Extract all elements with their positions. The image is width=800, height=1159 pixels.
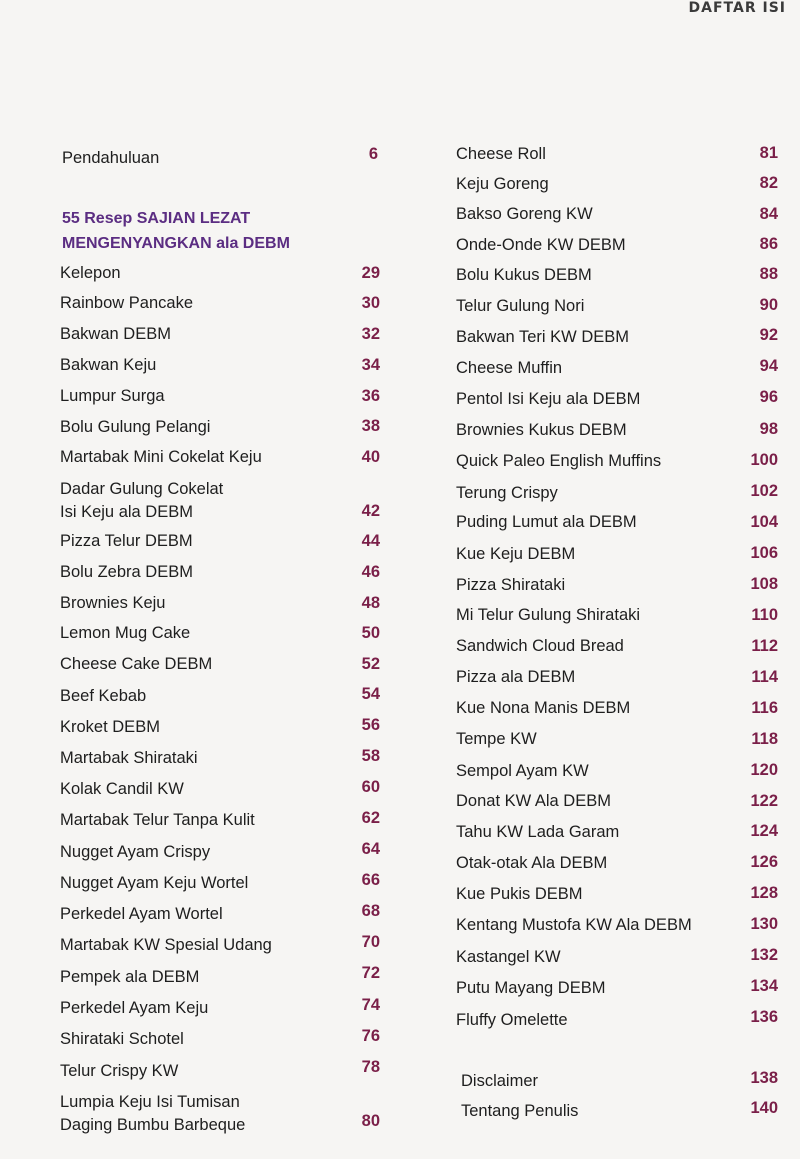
toc-entry-page: 38 xyxy=(361,417,380,435)
toc-entry-page: 78 xyxy=(361,1058,380,1076)
toc-entry-label: Martabak KW Spesial Udang xyxy=(60,936,272,954)
toc-entry-label: Shirataki Schotel xyxy=(60,1030,184,1048)
toc-entry-page: 64 xyxy=(361,840,380,858)
toc-entry-page: 32 xyxy=(361,325,380,343)
toc-entry-page: 102 xyxy=(750,482,778,500)
toc-entry-page: 80 xyxy=(361,1112,380,1130)
toc-entry-page: 132 xyxy=(750,946,778,964)
toc-entry-label: Sempol Ayam KW xyxy=(456,762,589,780)
toc-entry-page: 106 xyxy=(750,544,778,562)
toc-entry-label: Dadar Gulung Cokelat xyxy=(60,480,224,498)
toc-entry-page: 62 xyxy=(361,809,380,827)
toc-entry-page: 44 xyxy=(361,532,380,550)
toc-entry-page: 74 xyxy=(361,996,380,1014)
toc-entry-label: Martabak Mini Cokelat Keju xyxy=(60,448,262,466)
toc-entry-page: 29 xyxy=(361,264,380,282)
toc-entry-page: 84 xyxy=(759,205,778,223)
toc-entry-label: Lemon Mug Cake xyxy=(60,624,191,642)
toc-entry-label: Puding Lumut ala DEBM xyxy=(456,513,637,531)
toc-entry-label: Fluffy Omelette xyxy=(456,1011,568,1029)
toc-entry-label: Martabak Shirataki xyxy=(60,749,198,767)
toc-entry-label: Lumpia Keju Isi Tumisan xyxy=(60,1093,240,1111)
toc-entry-label: Brownies Keju xyxy=(60,594,166,612)
toc-entry-label: Disclaimer xyxy=(461,1072,539,1090)
toc-entry-page: 81 xyxy=(759,144,778,162)
toc-entry-page: 112 xyxy=(751,637,778,655)
toc-entry-label: Kolak Candil KW xyxy=(60,780,184,798)
toc-entry-label: Bakso Goreng KW xyxy=(456,205,593,223)
toc-entry-label: Bolu Kukus DEBM xyxy=(456,266,592,284)
toc-entry-label: Kelepon xyxy=(60,264,121,282)
toc-entry-label: Kue Nona Manis DEBM xyxy=(456,699,631,717)
toc-entry-label: Pizza ala DEBM xyxy=(456,668,576,686)
toc-entry-label: Pentol Isi Keju ala DEBM xyxy=(456,390,641,408)
toc-entry-label: Perkedel Ayam Keju xyxy=(60,999,209,1017)
toc-entry-page: 54 xyxy=(361,685,380,703)
toc-entry-page: 40 xyxy=(361,448,380,466)
toc-entry-page: 72 xyxy=(361,964,380,982)
toc-entry-page: 88 xyxy=(759,265,778,283)
toc-entry-label: Pempek ala DEBM xyxy=(60,968,200,986)
toc-entry-page: 42 xyxy=(361,502,380,520)
toc-entry-label: Bakwan Teri KW DEBM xyxy=(456,328,629,346)
toc-entry-page: 104 xyxy=(750,513,778,531)
toc-entry-label: Nugget Ayam Crispy xyxy=(60,843,211,861)
toc-entry-label: Cheese Muffin xyxy=(456,359,563,377)
toc-entry-page: 128 xyxy=(750,884,778,902)
toc-entry-page: 94 xyxy=(759,357,778,375)
toc-entry-page: 86 xyxy=(759,235,778,253)
toc-entry-page: 120 xyxy=(750,761,778,779)
toc-entry-label: Pizza Shirataki xyxy=(456,576,566,594)
toc-entry-label: Nugget Ayam Keju Wortel xyxy=(60,874,249,892)
toc-entry-page: 124 xyxy=(750,822,778,840)
toc-entry-page: 34 xyxy=(361,356,380,374)
toc-entry-label: Sandwich Cloud Bread xyxy=(456,637,624,655)
toc-entry-label: Kroket DEBM xyxy=(60,718,160,736)
toc-entry-page: 130 xyxy=(750,915,778,933)
toc-entry-page: 108 xyxy=(750,575,778,593)
toc-entry-label: Otak-otak Ala DEBM xyxy=(456,854,608,872)
toc-entry-label: Keju Goreng xyxy=(456,175,549,193)
toc-entry-page: 66 xyxy=(361,871,380,889)
toc-entry-page: 140 xyxy=(750,1099,778,1117)
toc-entry-page: 68 xyxy=(361,902,380,920)
toc-entry-label: Kue Pukis DEBM xyxy=(456,885,583,903)
section-heading-line1: 55 Resep SAJIAN LEZAT xyxy=(62,210,251,227)
toc-entry-label: Martabak Telur Tanpa Kulit xyxy=(60,811,255,829)
toc-entry-page: 138 xyxy=(750,1069,778,1087)
toc-entry-label: Kue Keju DEBM xyxy=(456,545,576,563)
toc-entry-page: 56 xyxy=(361,716,380,734)
toc-entry-label: Telur Gulung Nori xyxy=(456,297,585,315)
toc-entry-label: Tahu KW Lada Garam xyxy=(456,823,620,841)
toc-entry-page: 48 xyxy=(361,594,380,612)
toc-entry-page: 52 xyxy=(361,655,380,673)
toc-entry-page: 70 xyxy=(361,933,380,951)
toc-entry-label: Bakwan DEBM xyxy=(60,325,171,343)
toc-entry-page: 118 xyxy=(751,730,778,748)
section-heading xyxy=(62,206,290,256)
toc-entry-label: Kastangel KW xyxy=(456,948,561,966)
toc-entry-label: Lumpur Surga xyxy=(60,387,165,405)
toc-entry-page: 100 xyxy=(750,451,778,469)
toc-entry-label: Bakwan Keju xyxy=(60,356,157,374)
toc-entry-label: Cheese Roll xyxy=(456,145,546,163)
toc-entry-page: 136 xyxy=(750,1008,778,1026)
toc-entry-label: Pendahuluan xyxy=(62,149,160,167)
toc-entry-page: 76 xyxy=(361,1027,380,1045)
toc-entry-label: Bolu Gulung Pelangi xyxy=(60,418,211,436)
toc-entry-page: 36 xyxy=(361,387,380,405)
toc-entry-page: 96 xyxy=(759,388,778,406)
page-header-title: DAFTAR ISI xyxy=(688,0,786,16)
toc-entry-page: 92 xyxy=(759,326,778,344)
toc-entry-label: Cheese Cake DEBM xyxy=(60,655,213,673)
toc-entry-label-line2: Isi Keju ala DEBM xyxy=(60,503,193,521)
toc-entry-label-line2: Daging Bumbu Barbeque xyxy=(60,1116,246,1134)
toc-entry-page: 60 xyxy=(361,778,380,796)
toc-entry-page: 134 xyxy=(750,977,778,995)
toc-entry-page: 6 xyxy=(368,145,378,163)
toc-entry-label: Tempe KW xyxy=(456,730,537,748)
toc-entry-page: 82 xyxy=(759,174,778,192)
section-heading-line2: MENGENYANGKAN ala DEBM xyxy=(62,235,290,252)
toc-entry-label: Quick Paleo English Muffins xyxy=(456,452,662,470)
toc-entry-label: Bolu Zebra DEBM xyxy=(60,563,193,581)
toc-entry-page: 90 xyxy=(759,296,778,314)
toc-entry-page: 98 xyxy=(759,420,778,438)
toc-entry-page: 114 xyxy=(751,668,778,686)
toc-entry-label: Kentang Mustofa KW Ala DEBM xyxy=(456,916,692,934)
toc-entry-page: 126 xyxy=(750,853,778,871)
toc-entry-label: Beef Kebab xyxy=(60,687,147,705)
toc-entry-page: 110 xyxy=(751,606,778,624)
toc-entry-label: Mi Telur Gulung Shirataki xyxy=(456,606,641,624)
toc-entry-page: 46 xyxy=(361,563,380,581)
toc-entry-page: 30 xyxy=(361,294,380,312)
toc-entry-label: Telur Crispy KW xyxy=(60,1062,179,1080)
toc-entry-page: 116 xyxy=(751,699,778,717)
toc-entry-label: Putu Mayang DEBM xyxy=(456,979,606,997)
toc-entry-label: Terung Crispy xyxy=(456,484,558,502)
toc-entry-label: Onde-Onde KW DEBM xyxy=(456,236,626,254)
toc-entry-page: 50 xyxy=(361,624,380,642)
toc-entry-label: Donat KW Ala DEBM xyxy=(456,792,611,810)
toc-entry-label: Perkedel Ayam Wortel xyxy=(60,905,223,923)
toc-entry-label: Pizza Telur DEBM xyxy=(60,532,193,550)
toc-entry-label: Brownies Kukus DEBM xyxy=(456,421,627,439)
toc-entry-label: Rainbow Pancake xyxy=(60,294,193,312)
toc-entry-page: 122 xyxy=(750,792,778,810)
toc-entry-label: Tentang Penulis xyxy=(461,1102,579,1120)
toc-entry-page: 58 xyxy=(361,747,380,765)
